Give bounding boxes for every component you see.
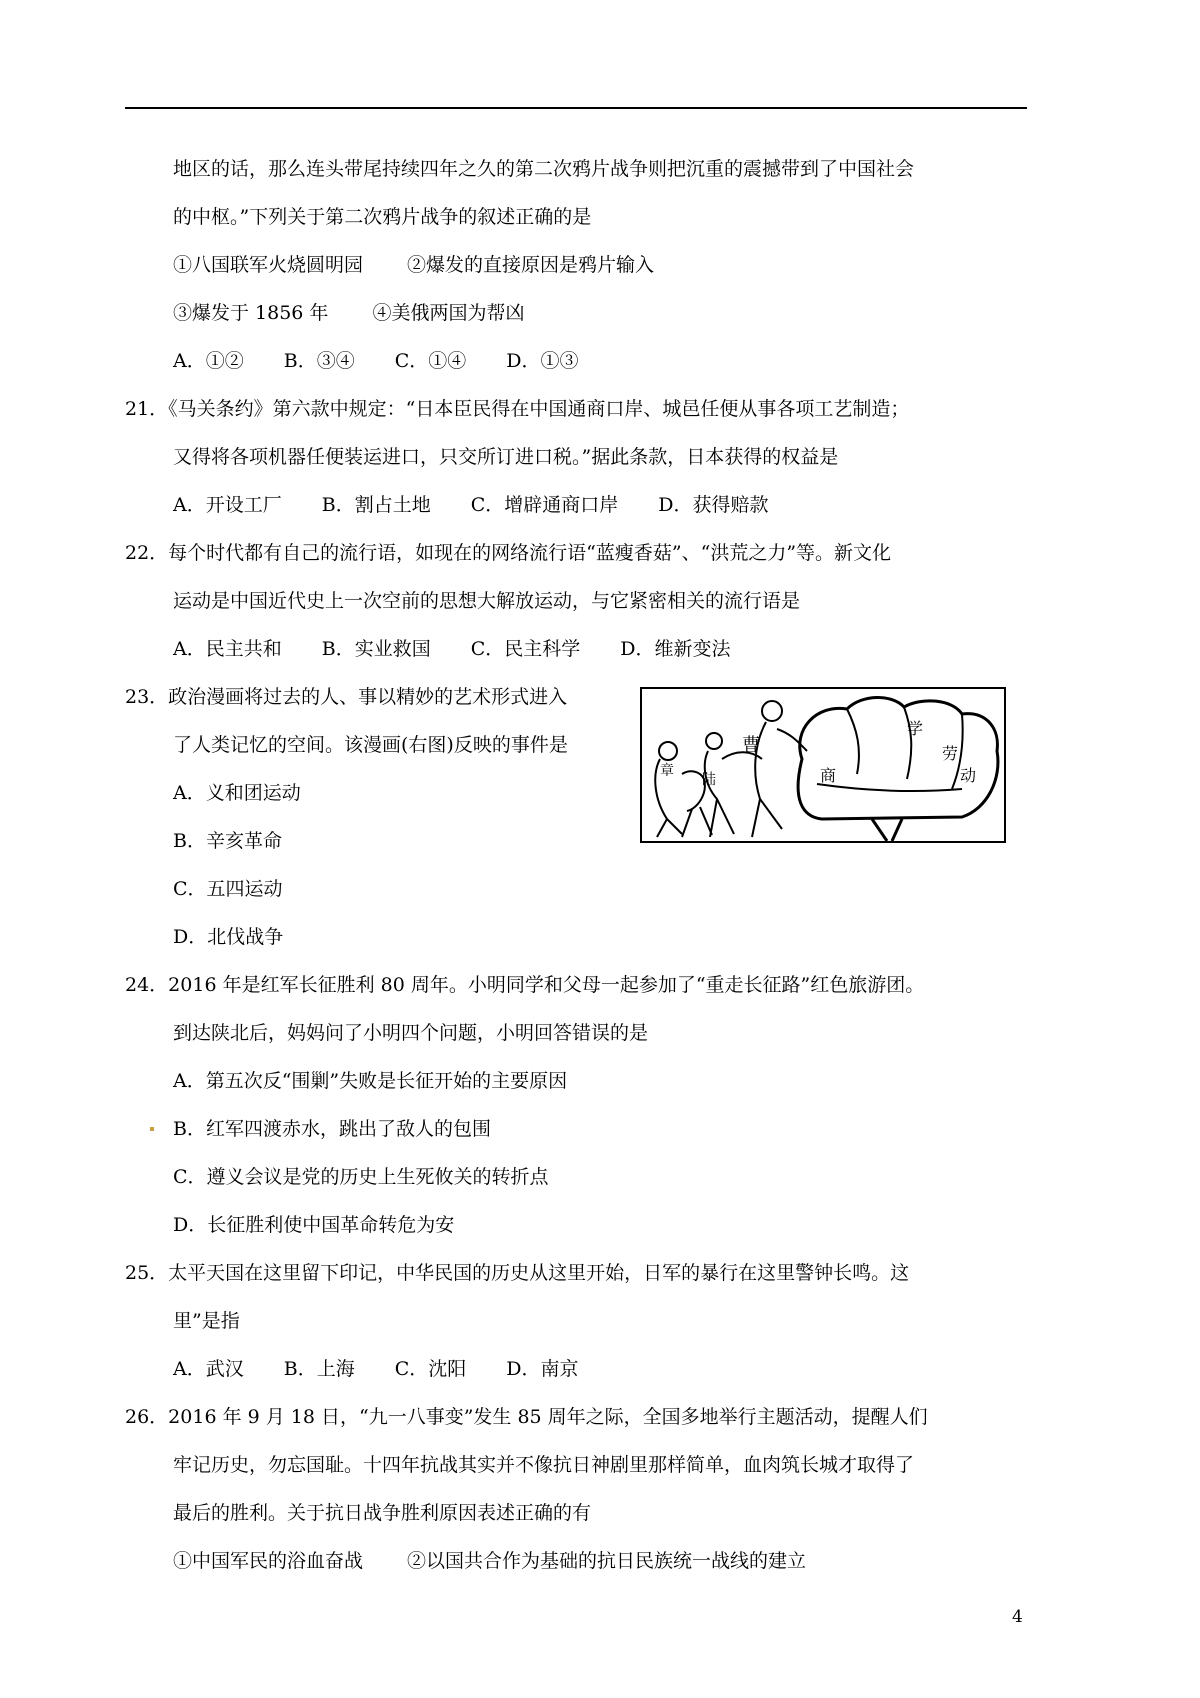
- political-cartoon-drawing: [642, 689, 1004, 841]
- q26-line1: 26．2016 年 9 月 18 日，“九一八事变”发生 85 周年之际，全国多地举行主题活动，提醒人们: [125, 1406, 928, 1428]
- q23-option-b: B．辛亥革命: [173, 830, 282, 852]
- q21-option-b: B．割占土地: [321, 494, 431, 516]
- q21-line1: 21．《马关条约》第六款中规定：“日本臣民得在中国通商口岸、城邑任便从事各项工艺制造；: [125, 398, 910, 420]
- q25-line1: 25．太平天国在这里留下印记，中华民国的历史从这里开始，日军的暴行在这里警钟长鸣。这: [125, 1262, 910, 1284]
- q20-item3: ③爆发于 1856 年: [173, 302, 329, 324]
- q20-items-row1: [173, 253, 654, 277]
- cartoon-label-lao: 劳: [942, 744, 959, 763]
- q23-option-d: D．北伐战争: [173, 926, 284, 948]
- page-number: 4: [1012, 1607, 1023, 1627]
- q21-option-a: A．开设工厂: [173, 494, 282, 516]
- q22-line1: 22．每个时代都有自己的流行语，如现在的网络流行语“蓝瘦香菇”、“洪荒之力”等。新文化: [125, 542, 892, 564]
- q20-option-a: A．①②: [173, 350, 244, 372]
- q24-line2: 到达陕北后，妈妈问了小明四个问题，小明回答错误的是: [173, 1022, 649, 1044]
- q21-options: [173, 493, 768, 517]
- q22-option-c: C．民主科学: [470, 638, 581, 660]
- q26-line2: 牢记历史，勿忘国耻。十四年抗战其实并不像抗日神剧里那样简单，血肉筑长城才取得了: [173, 1454, 915, 1476]
- cartoon-label-dong: 动: [960, 766, 977, 785]
- q20-option-c: C．①④: [394, 350, 467, 372]
- q24-line1: 24．2016 年是红军长征胜利 80 周年。小明同学和父母一起参加了“重走长征路”红色旅游团。: [125, 974, 925, 996]
- q20-item2: ②爆发的直接原因是鸦片输入: [407, 254, 655, 276]
- q20-options: [173, 349, 578, 373]
- q21-option-d: D．获得赔款: [658, 494, 769, 516]
- q20-line2: 的中枢。”下列关于第二次鸦片战争的叙述正确的是: [173, 206, 592, 228]
- cartoon-label-shang: 商: [820, 766, 837, 785]
- q26-line3: 最后的胜利。关于抗日战争胜利原因表述正确的有: [173, 1502, 592, 1524]
- q24-option-b: B．红军四渡赤水，跳出了敌人的包围: [173, 1118, 491, 1140]
- q22-line2: 运动是中国近代史上一次空前的思想大解放运动，与它紧密相关的流行语是: [173, 590, 801, 612]
- q23-option-a: A．义和团运动: [173, 782, 301, 804]
- political-cartoon-image: [640, 687, 1006, 843]
- q26-item2: ②以国共合作为基础的抗日民族统一战线的建立: [407, 1550, 807, 1572]
- q22-option-d: D．维新变法: [620, 638, 731, 660]
- q21-option-c: C．增辟通商口岸: [470, 494, 619, 516]
- stray-mark: [150, 1127, 154, 1131]
- q20-item1: ①八国联军火烧圆明园: [173, 254, 364, 276]
- q25-options: [173, 1357, 578, 1381]
- q23-line2: 了人类记忆的空间。该漫画(右图)反映的事件是: [173, 734, 568, 756]
- q20-item4: ④美俄两国为帮凶: [372, 302, 525, 324]
- q22-options: [173, 637, 730, 661]
- cartoon-label-lu: 陆: [702, 772, 716, 788]
- q25-line2: 里”是指: [173, 1310, 240, 1332]
- q20-option-b: B．③④: [283, 350, 355, 372]
- q22-option-a: A．民主共和: [173, 638, 282, 660]
- q24-option-c: C．遵义会议是党的历史上生死攸关的转折点: [173, 1166, 549, 1188]
- q25-option-a: A．武汉: [173, 1358, 244, 1380]
- q21-line2: 又得将各项机器任便装运进口，只交所订进口税。”据此条款，日本获得的权益是: [173, 446, 839, 468]
- q20-items-row2: [173, 301, 524, 325]
- q26-items-row1: [173, 1549, 806, 1573]
- q25-option-d: D．南京: [506, 1358, 579, 1380]
- q25-option-b: B．上海: [283, 1358, 355, 1380]
- q25-option-c: C．沈阳: [394, 1358, 467, 1380]
- q23-line1: 23．政治漫画将过去的人、事以精妙的艺术形式进入: [125, 686, 568, 708]
- q20-option-d: D．①③: [506, 350, 579, 372]
- header-rule: [125, 107, 1027, 109]
- cartoon-label-xue: 学: [907, 719, 924, 738]
- q23-option-c: C．五四运动: [173, 878, 283, 900]
- q20-line1: 地区的话，那么连头带尾持续四年之久的第二次鸦片战争则把沉重的震撼带到了中国社会: [173, 158, 915, 180]
- cartoon-label-cao: 曹: [742, 735, 760, 756]
- q22-option-b: B．实业救国: [321, 638, 431, 660]
- q26-item1: ①中国军民的浴血奋战: [173, 1550, 364, 1572]
- q24-option-a: A．第五次反“围剿”失败是长征开始的主要原因: [173, 1070, 568, 1092]
- cartoon-label-zhang: 章: [660, 763, 674, 779]
- q24-option-d: D．长征胜利使中国革命转危为安: [173, 1214, 455, 1236]
